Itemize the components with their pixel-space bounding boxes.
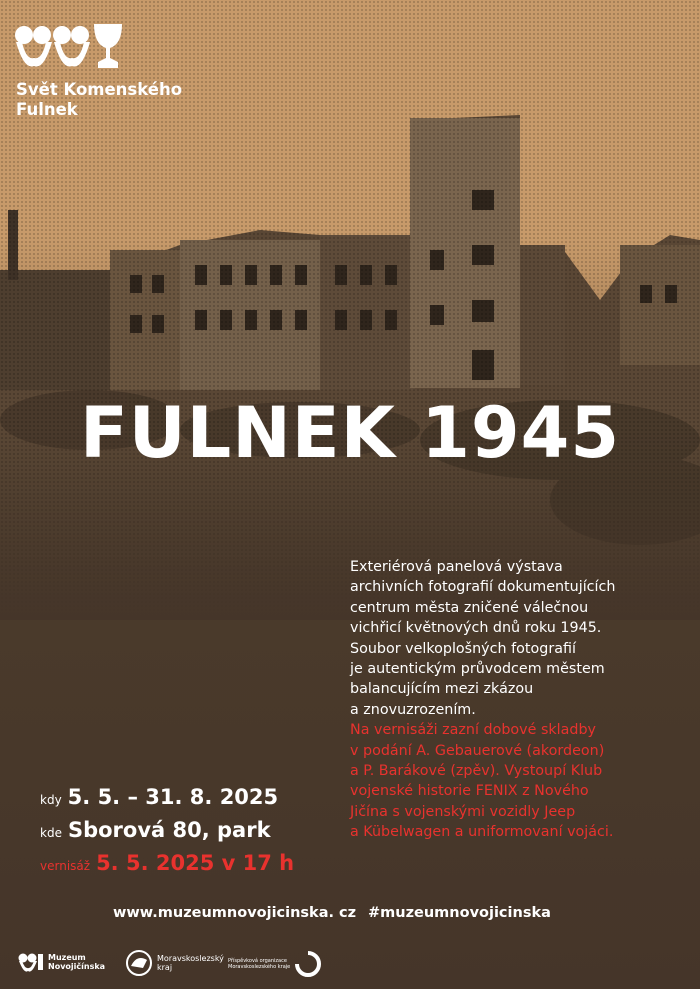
- region-line1: Moravskoslezský: [157, 954, 224, 963]
- desc-line: Exteriérová panelová výstava: [350, 559, 563, 575]
- ring-logo-icon: [294, 950, 322, 978]
- museum-line2: Novojičínska: [48, 962, 106, 971]
- highlight-line: a P. Barákové (zpěv). Vystoupí Klub: [350, 763, 603, 780]
- website-link[interactable]: www.muzeumnovojicinska. cz: [113, 905, 357, 921]
- highlight-line: a Kübelwagen a uniformovaní vojáci.: [350, 824, 614, 841]
- region-logo-icon: [125, 950, 153, 976]
- headline: FULNEK 1945: [79, 392, 621, 474]
- desc-line: centrum města zničené válečnou: [350, 599, 589, 616]
- when-row: [40, 785, 294, 818]
- desc-line: a znovuzrozením.: [350, 701, 476, 718]
- museum-line1: Muzeum: [48, 953, 86, 962]
- event-info: [40, 785, 294, 884]
- footer-logos: [0, 948, 700, 984]
- opening-row: [40, 851, 294, 884]
- museum-logo-icon: [18, 952, 44, 972]
- when-label: kdy: [40, 793, 62, 807]
- opening-value: 5. 5. 2025 v 17 h: [96, 851, 295, 875]
- highlight-line: Jičína s vojenskými vozidly Jeep: [350, 803, 576, 820]
- museum-logo: [18, 952, 105, 972]
- where-value: Sborová 80, park: [67, 818, 271, 842]
- desc-line: Soubor velkoplošných fotografií: [350, 640, 576, 657]
- description: [350, 557, 685, 843]
- region-logo: [125, 950, 224, 976]
- region-line2: kraj: [157, 963, 173, 972]
- org-logo: [228, 950, 322, 978]
- hashtag: #muzeumnovojicinska: [368, 905, 551, 921]
- where-row: [40, 818, 294, 851]
- highlight-line: vojenské historie FENIX z Nového: [350, 783, 589, 800]
- sk-logo-icon: [14, 22, 124, 74]
- opening-label: vernisáž: [40, 859, 91, 873]
- when-value: 5. 5. – 31. 8. 2025: [67, 785, 279, 809]
- org-line2: Moravskoslezského kraje: [228, 964, 291, 970]
- org-line1: Příspěvková organizace: [228, 958, 287, 964]
- desc-line: vichřicí květnových dnů roku 1945.: [350, 620, 602, 637]
- brand-title: [16, 80, 182, 120]
- where-label: kde: [40, 826, 62, 840]
- desc-line: archivních fotografií dokumentujících: [350, 579, 616, 596]
- desc-line: je autentickým průvodcem městem: [350, 661, 605, 678]
- brand-line2: Fulnek: [16, 100, 78, 119]
- desc-line: balancujícím mezi zkázou: [350, 681, 534, 698]
- brand-line1: Svět Komenského: [16, 80, 183, 99]
- highlight-line: v podání A. Gebauerové (akordeon): [350, 742, 605, 759]
- highlight-line: Na vernisáži zazní dobové skladby: [350, 722, 597, 739]
